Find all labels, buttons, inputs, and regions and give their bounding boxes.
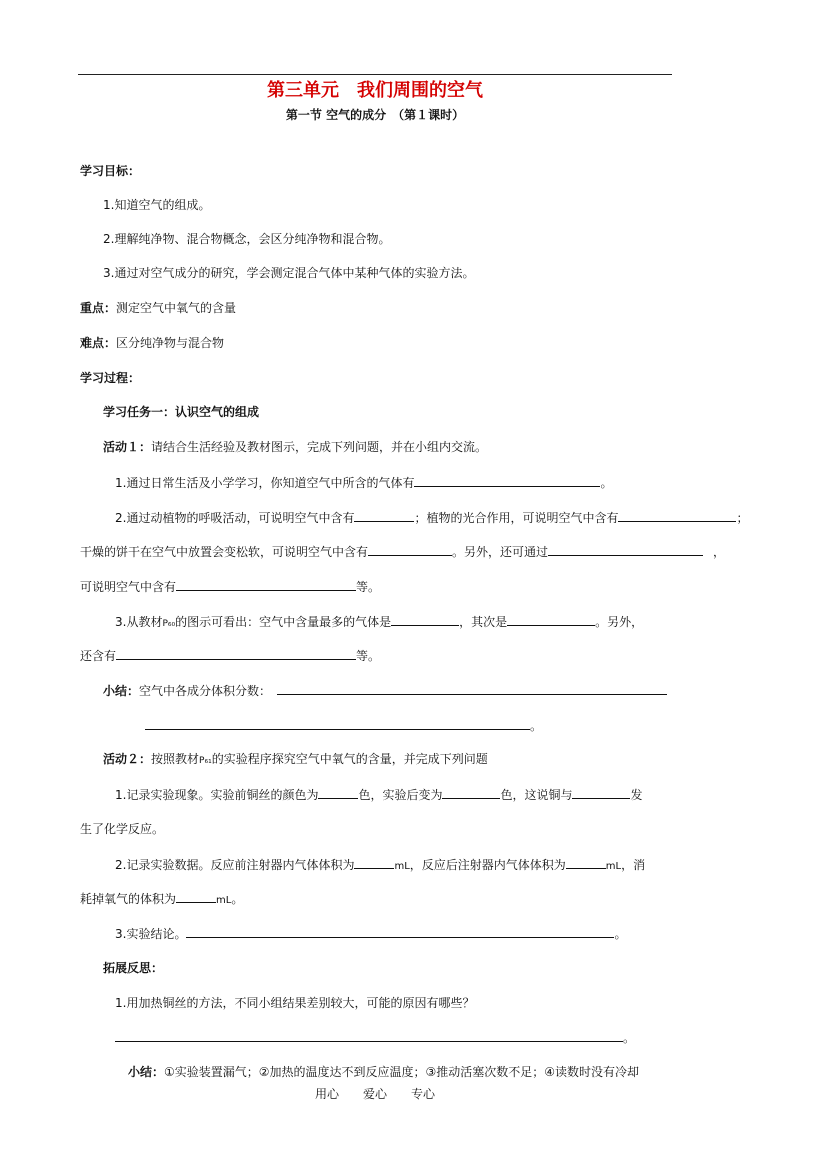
q-end: 。 [623,1031,636,1045]
summary1-line1 [103,682,667,699]
reflection-heading: 拓展反思： [103,961,164,975]
page-title: 第三单元 我们周围的空气 [267,80,483,101]
unit-label: mL [394,861,410,872]
q-text: ； [736,511,749,525]
summary1-line2 [145,717,542,734]
q-text: ，其次是 [459,615,508,629]
page-ref: P₆₁ [199,756,212,766]
q-text: 1.记录实验现象。实验前铜丝的颜色为 [115,788,319,802]
unit-label: mL [216,895,232,906]
answer-blank[interactable] [442,786,500,799]
activity1-text: 请结合生活经验及教材图示，完成下列问题，并在小组内交流。 [151,440,488,454]
q-text: 干燥的饼干在空气中放置会变松软，可说明空气中含有 [80,545,369,559]
process-heading: 学习过程： [80,371,141,385]
answer-blank[interactable] [277,682,667,695]
summary-label: 小结： [103,684,140,698]
q-end: 。 [600,476,613,490]
q-text: 可说明空气中含有 [80,580,177,594]
summary2 [128,1064,639,1080]
activity1-label: 活动１： [103,440,152,454]
summary-label: 小结： [128,1065,165,1079]
answer-blank[interactable] [318,786,358,799]
activity1-q2-line1 [115,509,748,526]
q-text: 的图示可看出：空气中含量最多的气体是 [175,615,392,629]
q-text: 3.实验结论。 [115,927,187,941]
q-text: ， [713,545,726,559]
difficulty-text: 区分纯净物与混合物 [116,336,225,350]
objective-item: 2.理解纯净物、混合物概念，会区分纯净物和混合物。 [103,232,391,246]
answer-blank[interactable] [507,613,595,626]
activity2-q2-line1 [115,856,645,875]
task1-heading: 学习任务一：认识空气的组成 [103,405,260,419]
objective-item: 1.知道空气的组成。 [103,198,211,212]
header-rule [78,74,672,75]
activity1-q3-line2 [80,647,380,664]
answer-blank[interactable] [618,509,736,522]
q-text: 2.记录实验数据。反应前注射器内气体体积为 [115,858,355,872]
q-text: ，反应后注射器内气体体积为 [409,858,566,872]
activity2-label: 活动２： [103,752,152,766]
q-text: 耗掉氧气的体积为 [80,892,177,906]
q-text: 2.通过动植物的呼吸活动，可说明空气中含有 [115,511,355,525]
q-text: 等。 [356,649,381,663]
q-text: 。另外， [595,615,644,629]
unit-label: mL [605,861,622,872]
answer-blank[interactable] [566,856,606,869]
answer-blank[interactable] [368,543,452,556]
q-text: 按照教材 [151,752,200,766]
page-subtitle: 第一节 空气的成分 （第１课时） [285,108,465,122]
q-text: 的实验程序探究空气中氧气的含量，并完成下列问题 [211,752,488,766]
answer-blank[interactable] [176,890,216,903]
activity2-q2-line2 [80,890,243,909]
answer-blank[interactable] [572,786,630,799]
answer-blank[interactable] [354,509,414,522]
q-end: 。 [530,719,543,733]
reflection-answer-line [115,1029,635,1046]
activity2-q1-line2: 生了化学反应。 [80,822,165,836]
summary-text: 空气中各成分体积分数： [139,684,272,698]
objectives-heading: 学习目标： [80,164,141,178]
activity2-q3 [115,925,626,942]
key-point-label: 重点： [80,301,117,315]
q-text: 发 [630,788,643,802]
q-text: ，消 [621,858,646,872]
answer-blank[interactable] [354,856,394,869]
answer-blank[interactable] [115,1029,623,1042]
difficulty [80,335,224,351]
answer-blank[interactable] [414,474,600,487]
q-text: 色，实验后变为 [358,788,443,802]
answer-blank[interactable] [145,717,530,730]
objective-item: 3.通过对空气成分的研究，学会测定混合气体中某种气体的实验方法。 [103,266,475,280]
answer-blank[interactable] [176,578,356,591]
activity1-q3-line1 [115,613,643,632]
reflection-q1: 1.用加热铜丝的方法，不同小组结果差别较大，可能的原因有哪些？ [115,996,475,1010]
page-footer: 用心 爱心 专心 [314,1087,435,1101]
q-text: 3.从教材 [115,615,163,629]
answer-blank[interactable] [186,925,614,938]
activity2-intro [103,751,488,769]
activity2-q1-line1 [115,786,643,803]
q-end: 。 [614,927,627,941]
activity1-q1 [115,474,612,491]
summary-text: ①实验装置漏气；②加热的温度达不到反应温度；③推动活塞次数不足；④读数时没有冷却 [164,1065,640,1079]
q-text: 1.通过日常生活及小学学习，你知道空气中所含的气体有 [115,476,415,490]
q-text: 等。 [356,580,381,594]
difficulty-label: 难点： [80,336,117,350]
q-text: 还含有 [80,649,117,663]
activity1-q2-line3 [80,578,380,595]
answer-blank[interactable] [391,613,459,626]
q-text: 色，这说铜与 [500,788,573,802]
activity1-q2-line2 [80,543,725,560]
q-text: ；植物的光合作用，可说明空气中含有 [414,511,619,525]
page-ref: P₆₀ [162,619,176,629]
q-text: 。 [231,892,244,906]
key-point [80,300,236,316]
answer-blank[interactable] [116,647,356,660]
q-text: 。另外，还可通过 [452,545,549,559]
answer-blank[interactable] [548,543,703,556]
activity1-intro [103,439,487,455]
key-point-text: 测定空气中氧气的含量 [116,301,237,315]
